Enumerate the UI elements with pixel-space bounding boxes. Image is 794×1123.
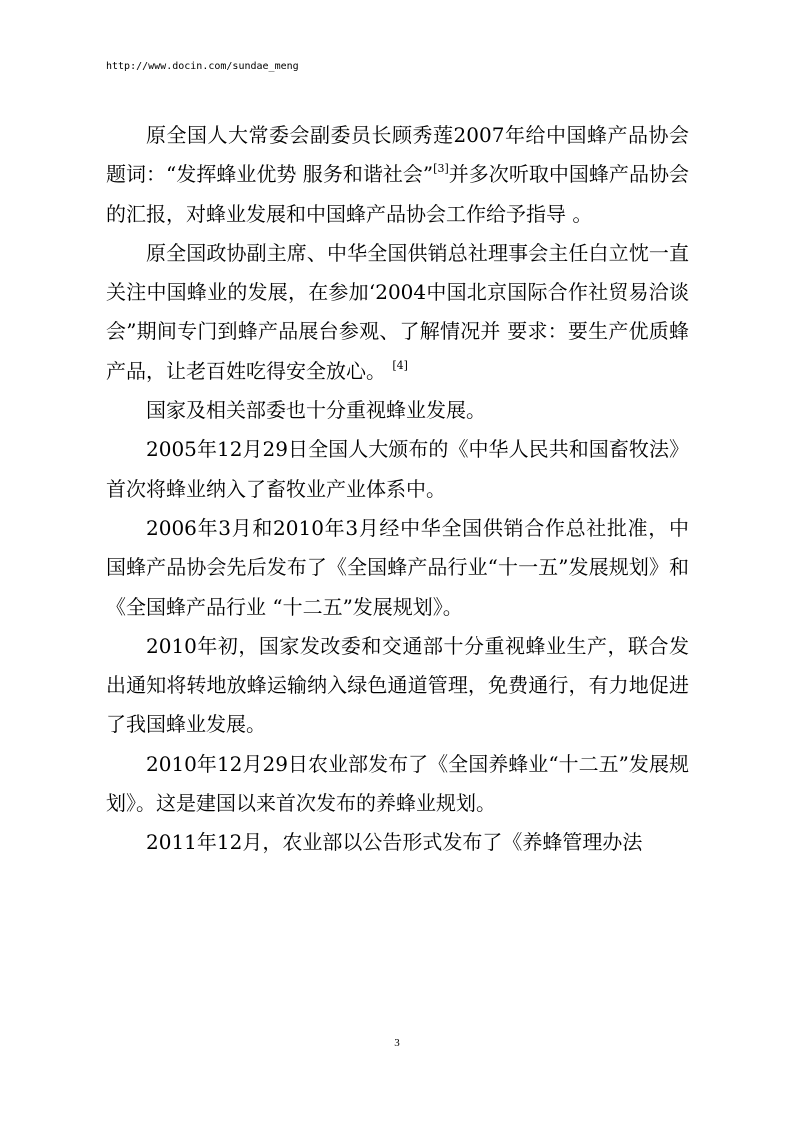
- paragraph-gu-xiulian: [106, 116, 689, 234]
- paragraph-text: 2005年12月29日全国人大颁布的《中华人民共和国畜牧法》首次将蜂业纳入了畜牧业产业体系中。: [106, 437, 689, 501]
- paragraph-2011-regulation: [106, 823, 689, 862]
- page-number: 3: [394, 1037, 400, 1049]
- paragraph-2010-ministry-plan: [106, 745, 689, 824]
- paragraph-text: 原全国政协副主席、中华全国供销总社理事会主任白立忱一直关注中国蜂业的发展，在参加‘2004中国北京国际合作社贸易洽谈会”期间专门到蜂产品展台参观、了解情况并 要求：要生产优质蜂产品，让老百姓吃得安全放心。: [106, 240, 689, 383]
- citation-ref: [3]: [433, 162, 449, 176]
- paragraph-text: 2006年3月和2010年3月经中华全国供销合作总社批准，中国蜂产品协会先后发布了《全国蜂产品行业“十一五”发展规划》和《全国蜂产品行业 “十二五”发展规划》。: [106, 515, 689, 619]
- paragraph-text: 国家及相关部委也十分重视蜂业发展。: [146, 398, 486, 423]
- paragraph-ministries: [106, 391, 689, 430]
- citation-ref: [4]: [392, 358, 408, 372]
- paragraph-text: 2010年12月29日农业部发布了《全国养蜂业“十二五”发展规划》。这是建国以来首次发布的养蜂业规划。: [106, 751, 689, 816]
- paragraph-2005-law: [106, 430, 689, 509]
- paragraph-text: 2010年初，国家发改委和交通部十分重视蜂业生产，联合发出通知将转地放蜂运输纳入绿色通道管理，免费通行，有力地促进了我国蜂业发展。: [106, 633, 689, 737]
- paragraph-2006-2010-plans: [106, 509, 689, 627]
- paragraph-2010-green-channel: [106, 627, 689, 745]
- body-text: [106, 116, 689, 863]
- paragraph-text: 原全国人大常委会副委员长顾秀莲2007年给中国蜂产品协会题词：“发挥蜂业优势 服务和谐社会”: [106, 123, 689, 187]
- paragraph-text-tail: 并多次听取中国蜂产品协会的汇报，对蜂业发展和中国蜂产品协会工作给予指导 。: [106, 162, 689, 226]
- paragraph-text: 2011年12月，农业部以公告形式发布了《养蜂管理办法: [146, 830, 643, 855]
- paragraph-bai-lichen: [106, 234, 689, 391]
- header-url: http://www.docin.com/sundae_meng: [106, 61, 299, 72]
